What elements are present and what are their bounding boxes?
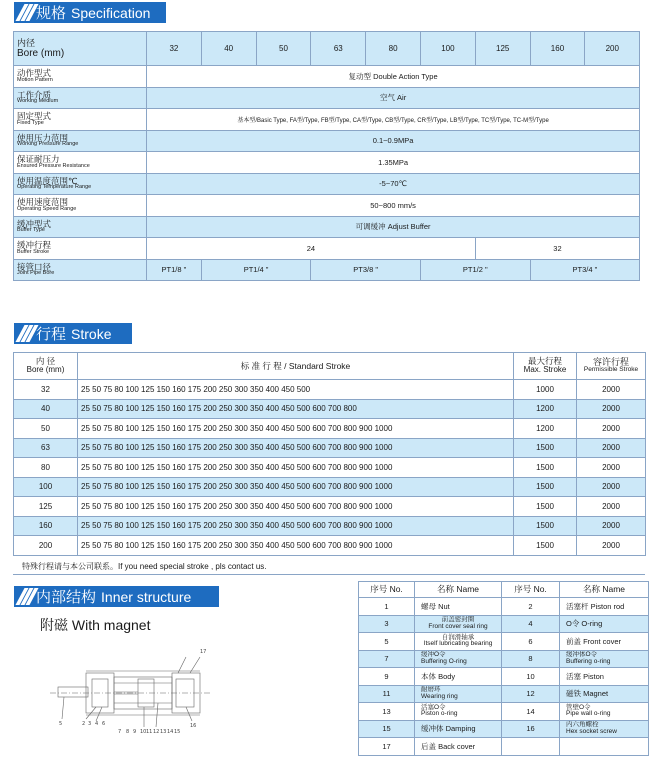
- spec-row: [14, 130, 640, 152]
- spec-row-label: 工作介质 Working Medium: [14, 87, 147, 109]
- max-stroke-cell: 1500: [514, 477, 577, 497]
- no-column-header: 序号 No.: [502, 582, 560, 598]
- part-name: 活塞 Piston: [560, 668, 649, 686]
- spec-row-value: -5~70℃: [147, 173, 640, 195]
- part-name: [560, 738, 649, 756]
- part-number: 1: [359, 598, 415, 616]
- bore-row: [14, 32, 640, 66]
- drawing-label: 10: [140, 729, 147, 735]
- drawing-label: 3: [88, 721, 92, 727]
- slash-icon: [14, 2, 36, 23]
- drawing-label: 6: [102, 721, 106, 727]
- name-column-header: 名称 Name: [560, 582, 649, 598]
- drawing-label: 5: [59, 721, 63, 727]
- part-name: 缓冲O令 Buffering O-ring: [415, 650, 502, 668]
- spec-row-label: 固定型式 Fixed Type: [14, 109, 147, 131]
- max-stroke-cell: 1000: [514, 380, 577, 400]
- spec-row: [14, 66, 640, 88]
- max-stroke-cell: 1500: [514, 458, 577, 478]
- part-name: 内六角螺栓 Hex socket screw: [560, 720, 649, 738]
- spec-row-label: 接管口径 Joint Pipe Bore: [14, 259, 147, 281]
- stroke-section-title: 行程 Stroke: [36, 326, 112, 343]
- table-row: [359, 633, 649, 651]
- table-row: [359, 615, 649, 633]
- permissible-stroke-cell: 2000: [577, 497, 646, 517]
- spec-row-label: 使用压力范围 Working Pressure Range: [14, 130, 147, 152]
- spec-row-value: 0.1~0.9MPa: [147, 130, 640, 152]
- bore-cell: 80: [14, 458, 78, 478]
- bore-cell: 63: [14, 438, 78, 458]
- stroke-header-row: [14, 353, 646, 380]
- table-row: [14, 399, 646, 419]
- permissible-stroke-cell: 2000: [577, 458, 646, 478]
- bore-cell: 50: [14, 419, 78, 439]
- table-row: [14, 477, 646, 497]
- part-name: O令 O-ring: [560, 615, 649, 633]
- slash-icon: [14, 586, 36, 607]
- spec-row: [14, 216, 640, 238]
- spec-row: [14, 109, 640, 131]
- drawing-label: 13: [160, 729, 167, 735]
- part-number: 15: [359, 720, 415, 738]
- bore-label: 内径 Bore (mm): [14, 32, 147, 66]
- part-number: 13: [359, 703, 415, 721]
- spec-row-value: 复动型 Double Action Type: [147, 66, 640, 88]
- bore-value: 160: [530, 32, 585, 66]
- part-name: 磁铁 Magnet: [560, 685, 649, 703]
- permissible-stroke-cell: 2000: [577, 516, 646, 536]
- part-number: 16: [502, 720, 560, 738]
- table-row: [14, 497, 646, 517]
- joint-pipe-value: PT1/8 ": [147, 259, 202, 281]
- drawing-label: 12: [153, 729, 160, 735]
- spec-row-label: 缓冲型式 Buffer Type: [14, 216, 147, 238]
- part-number: 6: [502, 633, 560, 651]
- part-name: 本体 Body: [415, 668, 502, 686]
- permissible-stroke-cell: 2000: [577, 419, 646, 439]
- spec-row-value: 基本型/Basic Type, FA型/Type, FB型/Type, CA型/Type, CB型/Type, CR型/Type, LB型/Type, TC型/Type, TC-M型/Type: [147, 109, 640, 131]
- bore-cell: 160: [14, 516, 78, 536]
- slash-icon: [14, 323, 36, 344]
- spec-row: [14, 173, 640, 195]
- drawing-label: 14: [167, 729, 174, 735]
- bore-value: 200: [585, 32, 640, 66]
- inner-section-header: [14, 586, 219, 607]
- permissible-stroke-cell: 2000: [577, 438, 646, 458]
- max-stroke-cell: 1500: [514, 536, 577, 556]
- bore-cell: 200: [14, 536, 78, 556]
- stroke-cell: 25 50 75 80 100 125 150 160 175 200 250 300 350 400 450 500 600 700 800 900 1000: [78, 419, 514, 439]
- parts-header-row: [359, 582, 649, 598]
- bore-value: 40: [201, 32, 256, 66]
- part-name: 缓冲体O令 Buffering o-ring: [560, 650, 649, 668]
- part-number: [502, 738, 560, 756]
- max-stroke-cell: 1200: [514, 419, 577, 439]
- bore-value: 32: [147, 32, 202, 66]
- max-stroke-cell: 1500: [514, 497, 577, 517]
- part-number: 14: [502, 703, 560, 721]
- part-number: 10: [502, 668, 560, 686]
- drawing-label: 16: [190, 723, 197, 729]
- max-stroke-cell: 1200: [514, 399, 577, 419]
- drawing-label: 8: [126, 729, 130, 735]
- part-name: 前盖密封圈 Front cover seal ring: [415, 615, 502, 633]
- joint-pipe-value: PT1/4 ": [201, 259, 311, 281]
- part-number: 9: [359, 668, 415, 686]
- table-row: [14, 438, 646, 458]
- bore-cell: 125: [14, 497, 78, 517]
- bore-value: 125: [475, 32, 530, 66]
- part-number: 7: [359, 650, 415, 668]
- part-name: 缓冲体 Damping: [415, 720, 502, 738]
- table-row: [14, 516, 646, 536]
- joint-pipe-row: [14, 259, 640, 281]
- buffer-stroke-value: 32: [475, 238, 639, 260]
- magnet-label: 附磁 With magnet: [40, 617, 151, 633]
- drawing-label: 17: [200, 649, 207, 655]
- part-number: 3: [359, 615, 415, 633]
- bore-cell: 100: [14, 477, 78, 497]
- part-number: 5: [359, 633, 415, 651]
- bore-column-header: 内 径 Bore (mm): [14, 353, 78, 380]
- spec-table: [13, 31, 640, 281]
- table-row: [359, 650, 649, 668]
- bore-value: 50: [256, 32, 311, 66]
- spec-row-label: 缓冲行程 Buffer Stroke: [14, 238, 147, 260]
- part-name: 活塞O令 Piston o-ring: [415, 703, 502, 721]
- table-row: [14, 419, 646, 439]
- stroke-cell: 25 50 75 80 100 125 150 160 175 200 250 300 350 400 450 500: [78, 380, 514, 400]
- drawing-label: 2: [82, 721, 86, 727]
- table-row: [14, 380, 646, 400]
- permissible-stroke-cell: 2000: [577, 399, 646, 419]
- permissible-stroke-cell: 2000: [577, 536, 646, 556]
- parts-table: [358, 581, 649, 756]
- stroke-cell: 25 50 75 80 100 125 150 160 175 200 250 300 350 400 450 500 600 700 800 900 1000: [78, 477, 514, 497]
- cylinder-cross-section-drawing: [40, 643, 230, 748]
- drawing-label: 7: [118, 729, 122, 735]
- part-number: 8: [502, 650, 560, 668]
- joint-pipe-value: PT1/2 ": [420, 259, 530, 281]
- max-stroke-column-header: 最大行程 Max. Stroke: [514, 353, 577, 380]
- table-row: [359, 703, 649, 721]
- stroke-cell: 25 50 75 80 100 125 150 160 175 200 250 300 350 400 450 500 600 700 800 900 1000: [78, 458, 514, 478]
- stroke-cell: 25 50 75 80 100 125 150 160 175 200 250 300 350 400 450 500 600 700 800 900 1000: [78, 536, 514, 556]
- part-name: 管壁O令 Pipe wall o-ring: [560, 703, 649, 721]
- spec-row-value: 1.35MPa: [147, 152, 640, 174]
- table-row: [359, 738, 649, 756]
- spec-row-label: 使用温度范围℃ Operating Temperature Range: [14, 173, 147, 195]
- spec-row: [14, 195, 640, 217]
- joint-pipe-value: PT3/8 ": [311, 259, 421, 281]
- spec-row-value: 空气 Air: [147, 87, 640, 109]
- part-name: 前盖 Front cover: [560, 633, 649, 651]
- spec-section-title: 规格 Specification: [36, 5, 151, 22]
- part-number: 4: [502, 615, 560, 633]
- table-row: [359, 598, 649, 616]
- stroke-section-header: [14, 323, 132, 344]
- buffer-stroke-row: [14, 238, 640, 260]
- stroke-cell: 25 50 75 80 100 125 150 160 175 200 250 300 350 400 450 500 600 700 800 900 1000: [78, 497, 514, 517]
- special-stroke-note: 特殊行程请与本公司联系。If you need special stroke , pls contact us.: [22, 562, 267, 571]
- spec-section-header: [14, 2, 166, 23]
- permissible-stroke-cell: 2000: [577, 380, 646, 400]
- spec-row-label: 使用速度范围 Operating Speed Range: [14, 195, 147, 217]
- part-name: 活塞杆 Piston rod: [560, 598, 649, 616]
- standard-stroke-column-header: 标 准 行 程 / Standard Stroke: [78, 353, 514, 380]
- drawing-label: 11: [146, 729, 153, 735]
- part-number: 11: [359, 685, 415, 703]
- drawing-label: 4: [95, 721, 99, 727]
- name-column-header: 名称 Name: [415, 582, 502, 598]
- bore-value: 80: [366, 32, 421, 66]
- spec-row-value: 可调缓冲 Adjust Buffer: [147, 216, 640, 238]
- part-number: 2: [502, 598, 560, 616]
- stroke-table: [13, 352, 646, 556]
- spec-row: [14, 152, 640, 174]
- stroke-cell: 25 50 75 80 100 125 150 160 175 200 250 300 350 400 450 500 600 700 800 900 1000: [78, 438, 514, 458]
- bore-cell: 32: [14, 380, 78, 400]
- bore-value: 63: [311, 32, 366, 66]
- part-name: 自润滑轴承 Itself lubricating bearing: [415, 633, 502, 651]
- spec-row-value: 50~800 mm/s: [147, 195, 640, 217]
- max-stroke-cell: 1500: [514, 438, 577, 458]
- no-column-header: 序号 No.: [359, 582, 415, 598]
- table-row: [359, 668, 649, 686]
- part-number: 17: [359, 738, 415, 756]
- permissible-stroke-cell: 2000: [577, 477, 646, 497]
- bore-cell: 40: [14, 399, 78, 419]
- stroke-cell: 25 50 75 80 100 125 150 160 175 200 250 300 350 400 450 500 600 700 800 900 1000: [78, 516, 514, 536]
- inner-section-title: 内部结构 Inner structure: [36, 589, 192, 606]
- divider: [13, 574, 645, 575]
- table-row: [359, 685, 649, 703]
- table-row: [359, 720, 649, 738]
- permissible-stroke-column-header: 容许行程 Permissible Stroke: [577, 353, 646, 380]
- spec-row-label: 动作型式 Motion Pattern: [14, 66, 147, 88]
- spec-row-label: 保证耐压力 Ensured Pressure Resistance: [14, 152, 147, 174]
- part-name: 螺母 Nut: [415, 598, 502, 616]
- spec-row: [14, 87, 640, 109]
- joint-pipe-value: PT3/4 ": [530, 259, 640, 281]
- part-name: 后盖 Back cover: [415, 738, 502, 756]
- table-row: [14, 458, 646, 478]
- max-stroke-cell: 1500: [514, 516, 577, 536]
- bore-value: 100: [420, 32, 475, 66]
- drawing-label: 15: [174, 729, 181, 735]
- part-name: 耐磨环 Wearing ring: [415, 685, 502, 703]
- buffer-stroke-value: 24: [147, 238, 476, 260]
- drawing-label: 9: [133, 729, 137, 735]
- part-number: 12: [502, 685, 560, 703]
- table-row: [14, 536, 646, 556]
- stroke-cell: 25 50 75 80 100 125 150 160 175 200 250 300 350 400 450 500 600 700 800: [78, 399, 514, 419]
